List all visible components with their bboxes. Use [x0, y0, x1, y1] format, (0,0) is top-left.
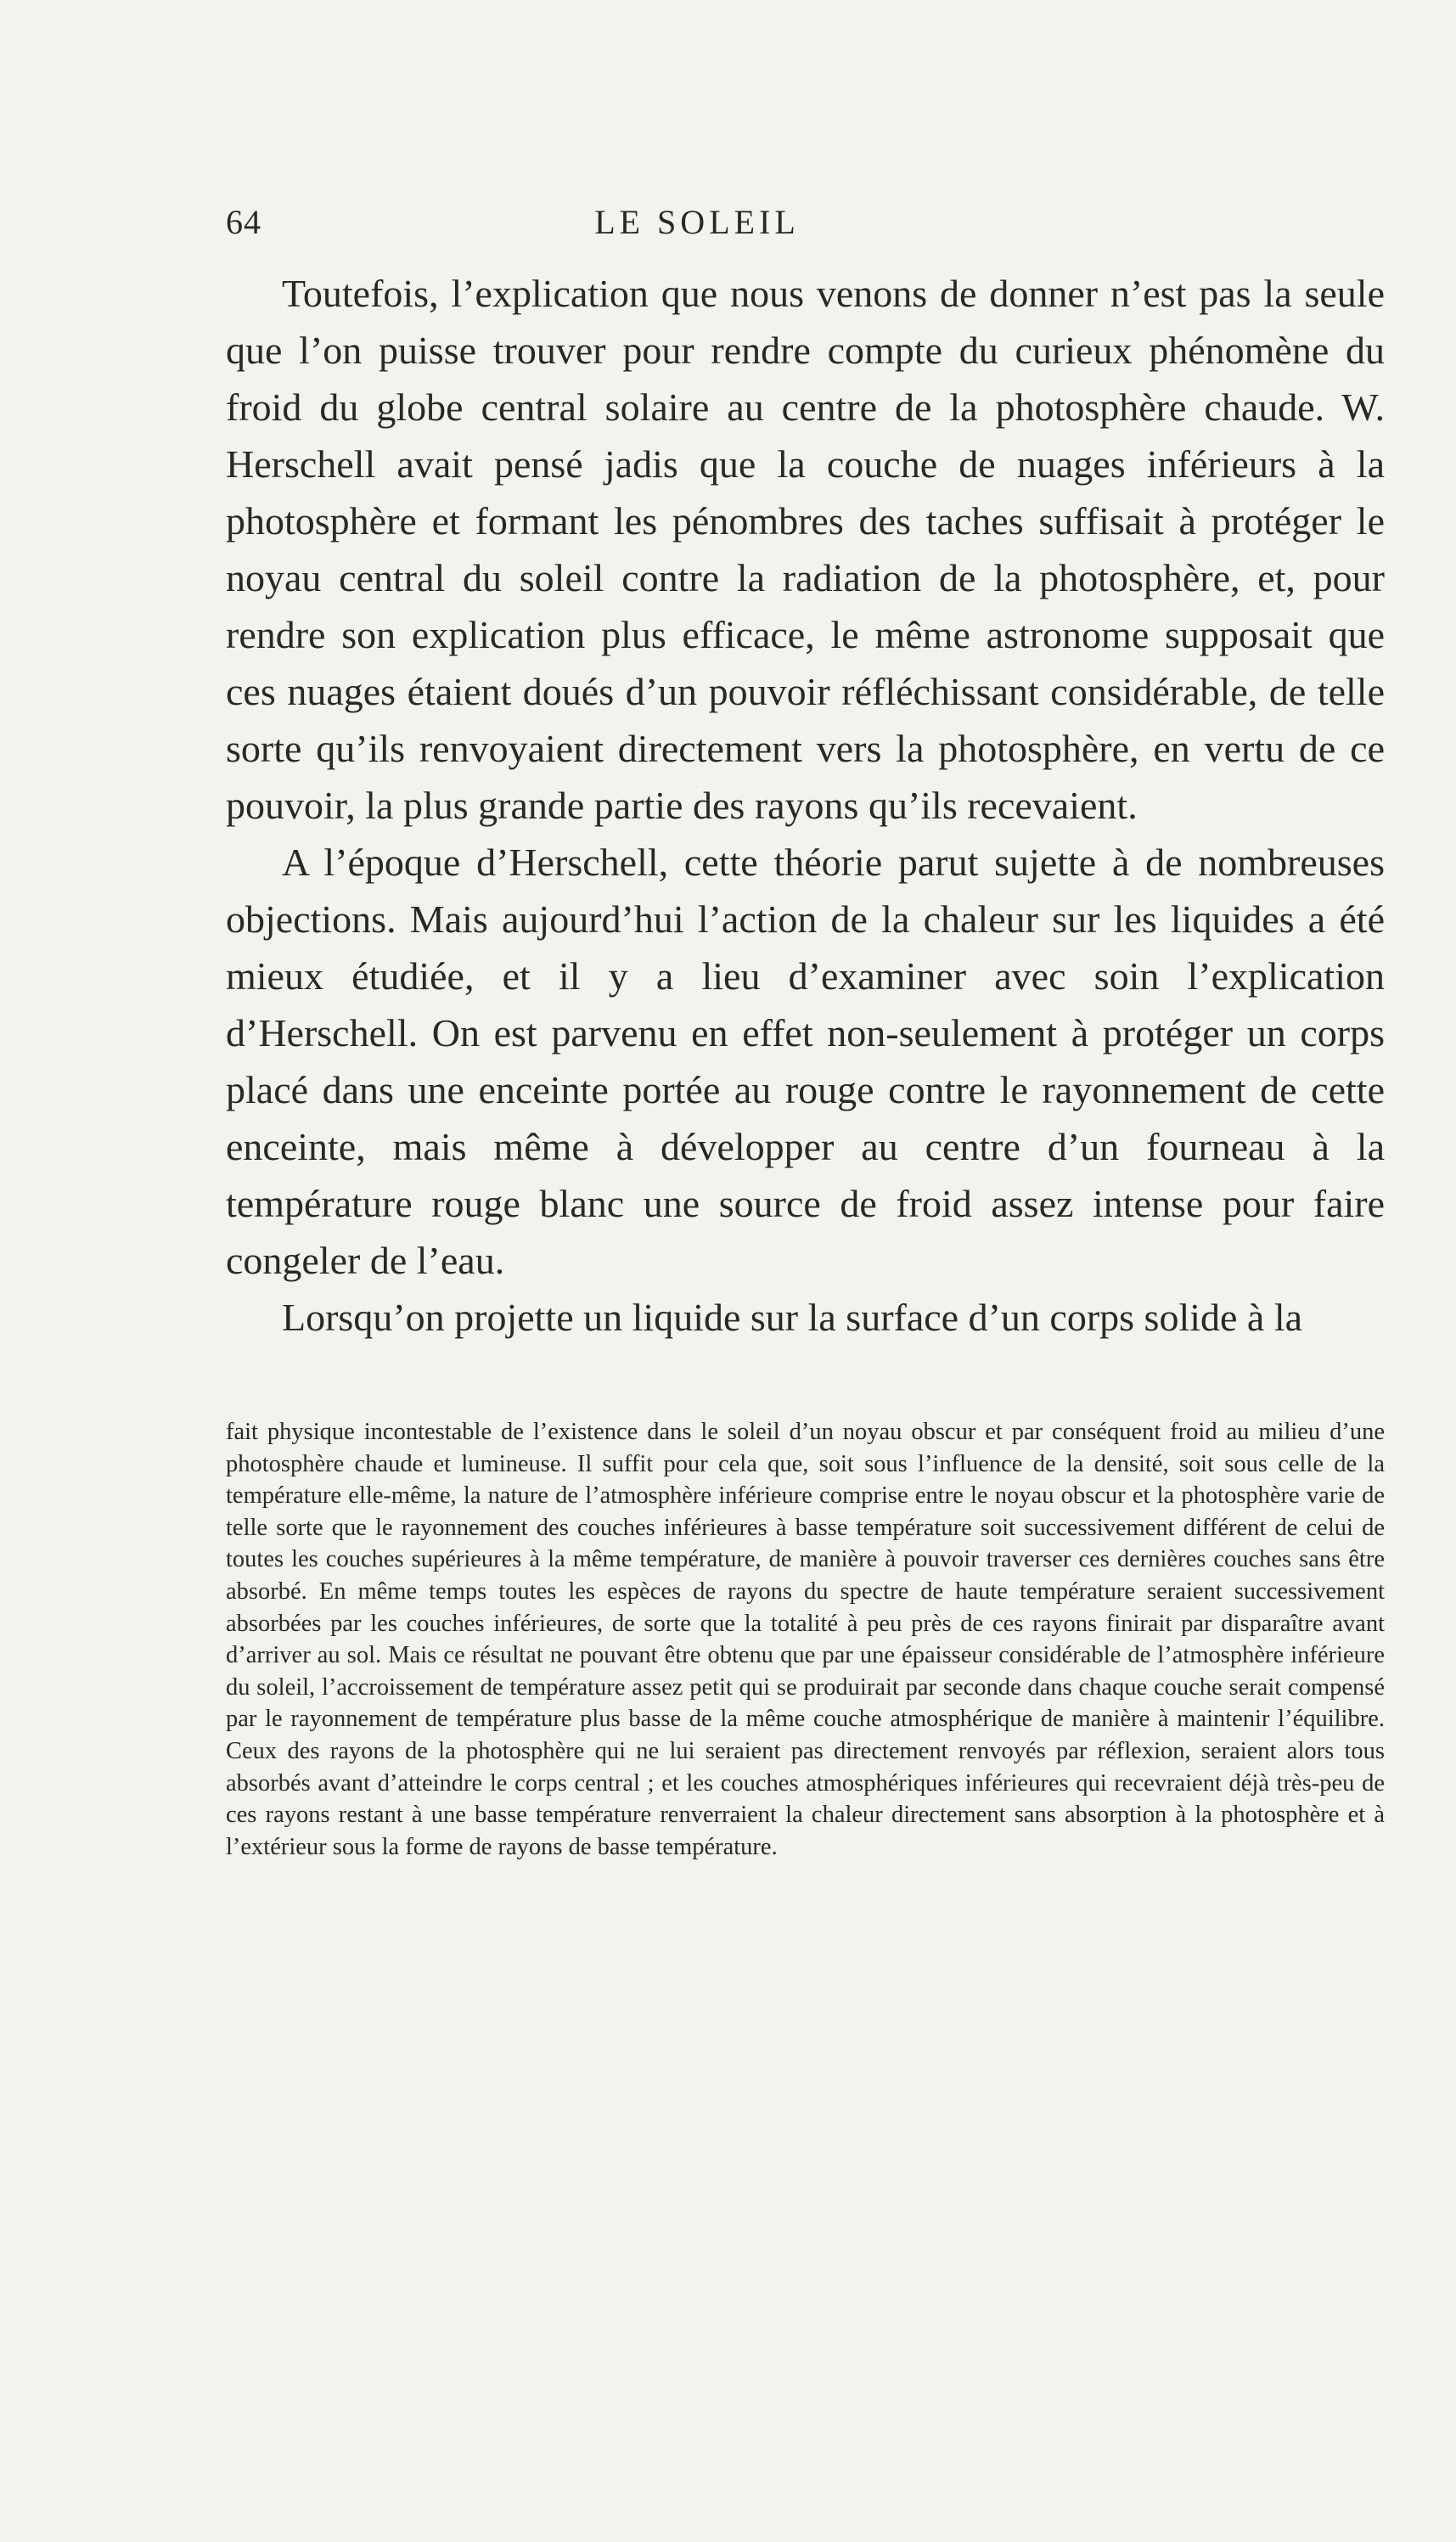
paragraph: Toutefois, l’explication que nous venons de donner n’est pas la seule que l’on puisse trouver pour rendre compte du curieux phénomène du froid du globe central solaire au centre de la photosphère chaude. W. Herschell avait pensé jadis que la couche de nuages inférieurs à la photosphère et formant les pénombres des taches suffisait à protéger le noyau central du soleil contre la radiation de la photosphère, et, pour rendre son explication plus efficace, le même astronome supposait que ces nuages étaient doués d’un pouvoir réfléchissant considérable, de telle sorte qu’ils renvoyaient directement vers la photosphère, en vertu de ce pouvoir, la plus grande partie des rayons qu’ils recevaient.: [226, 272, 1385, 827]
running-head: [226, 202, 1385, 253]
paragraph: A l’époque d’Herschell, cette théorie parut sujette à de nombreuses objections. Mais aujourd’hui l’action de la chaleur sur les liquides a été mieux étudiée, et il y a lieu d’examiner avec soin l’explication d’Herschell. On est parvenu en effet non-seulement à protéger un corps placé dans une enceinte portée au rouge contre le rayonnement de cette enceinte, mais même à développer au centre d’un fourneau à la température rouge blanc une source de froid assez intense pour faire congeler de l’eau.: [226, 841, 1385, 1282]
running-title: LE SOLEIL: [594, 203, 800, 241]
page-number: 64: [226, 203, 261, 241]
footnote: [226, 1416, 1385, 1863]
main-text: [226, 265, 1385, 1346]
paragraph: Lorsqu’on projette un liquide sur la surface d’un corps solide à la: [282, 1296, 1303, 1339]
footnote-text: fait physique incontestable de l’existence dans le soleil d’un noyau obscur et par conséquent froid au milieu d’une photosphère chaude et lumineuse. Il suffit pour cela que, soit sous l’influence de la densité, soit sous celle de la température elle-même, la nature de l’atmosphère inférieure comprise entre le noyau obscur et la photosphère varie de telle sorte que le rayonnement des couches inférieures à basse température soit successivement différent de celui de toutes les couches supérieures à la même température, de manière à pouvoir traverser ces dernières couches sans être absorbé. En même temps toutes les espèces de rayons du spectre de haute température seraient successivement absorbées par les couches inférieures, de sorte que la totalité à peu près de ces rayons finirait par disparaître avant d’arriver au sol. Mais ce résultat ne pouvant être obtenu que par une épaisseur considérable de l’atmosphère inférieure du soleil, l’accroissement de température assez petit qui se produirait par seconde dans chaque couche serait compensé par le rayonnement de température plus basse de la même couche atmosphérique de manière à maintenir l’équilibre. Ceux des rayons de la photosphère qui ne lui seraient pas directement renvoyés par réflexion, seraient alors tous absorbés avant d’atteindre le corps central ; et les couches atmosphériques inférieures qui recevraient déjà très-peu de ces rayons restant à une basse température renverraient la chaleur directement sans absorption à la photosphère et à l’extérieur sous la forme de rayons de basse température.: [226, 1419, 1385, 1860]
